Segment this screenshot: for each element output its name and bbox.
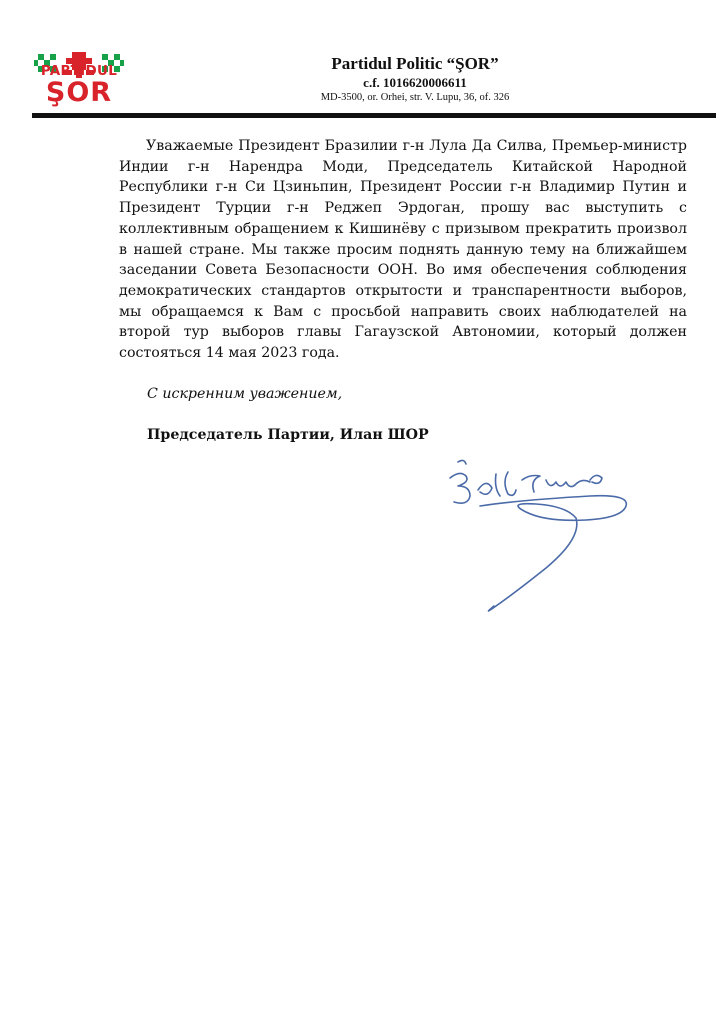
organization-name: Partidul Politic “ŞOR” <box>331 54 499 73</box>
organization-address: MD-3500, or. Orhei, str. V. Lupu, 36, of. 326 <box>320 92 510 103</box>
party-logo <box>38 64 120 107</box>
fiscal-code: c.f. 1016620006611 <box>363 75 467 90</box>
letter-signer: Председатель Партии, Илан ШОР <box>147 427 429 443</box>
letter-closing: С искренним уважением, <box>147 386 343 402</box>
logo-word-partidul: PARTIDUL <box>40 63 118 79</box>
handwritten-signature <box>420 450 640 630</box>
letterhead <box>220 54 610 105</box>
header-divider <box>32 113 716 118</box>
letter-body: Уважаемые Президент Бразилии г-н Лула Да Силва, Премьер-министр Индии г-н Нарендра Моди, Председатель Китайской Народной Республики г-н Си Цзиньпин, Президент России г-н Владимир Путин и Президент Турции г-н Реджеп Эрдоган, прошу вас выступить с коллективным обращением к Кишинёву с призывом прекратить произвол в нашей стране. Мы также просим поднять данную тему на ближайшем заседании Совета Безопасности ООН. Во имя обеспечения соблюдения демократических стандартов открытости и транспарентности выборов, мы обращаемся к Вам с просьбой направить своих наблюдателей на второй тур выборов главы Гагаузской Автономии, который должен состояться 14 мая 2023 года. <box>119 138 687 362</box>
logo-word-sor: ŞOR <box>45 77 113 108</box>
